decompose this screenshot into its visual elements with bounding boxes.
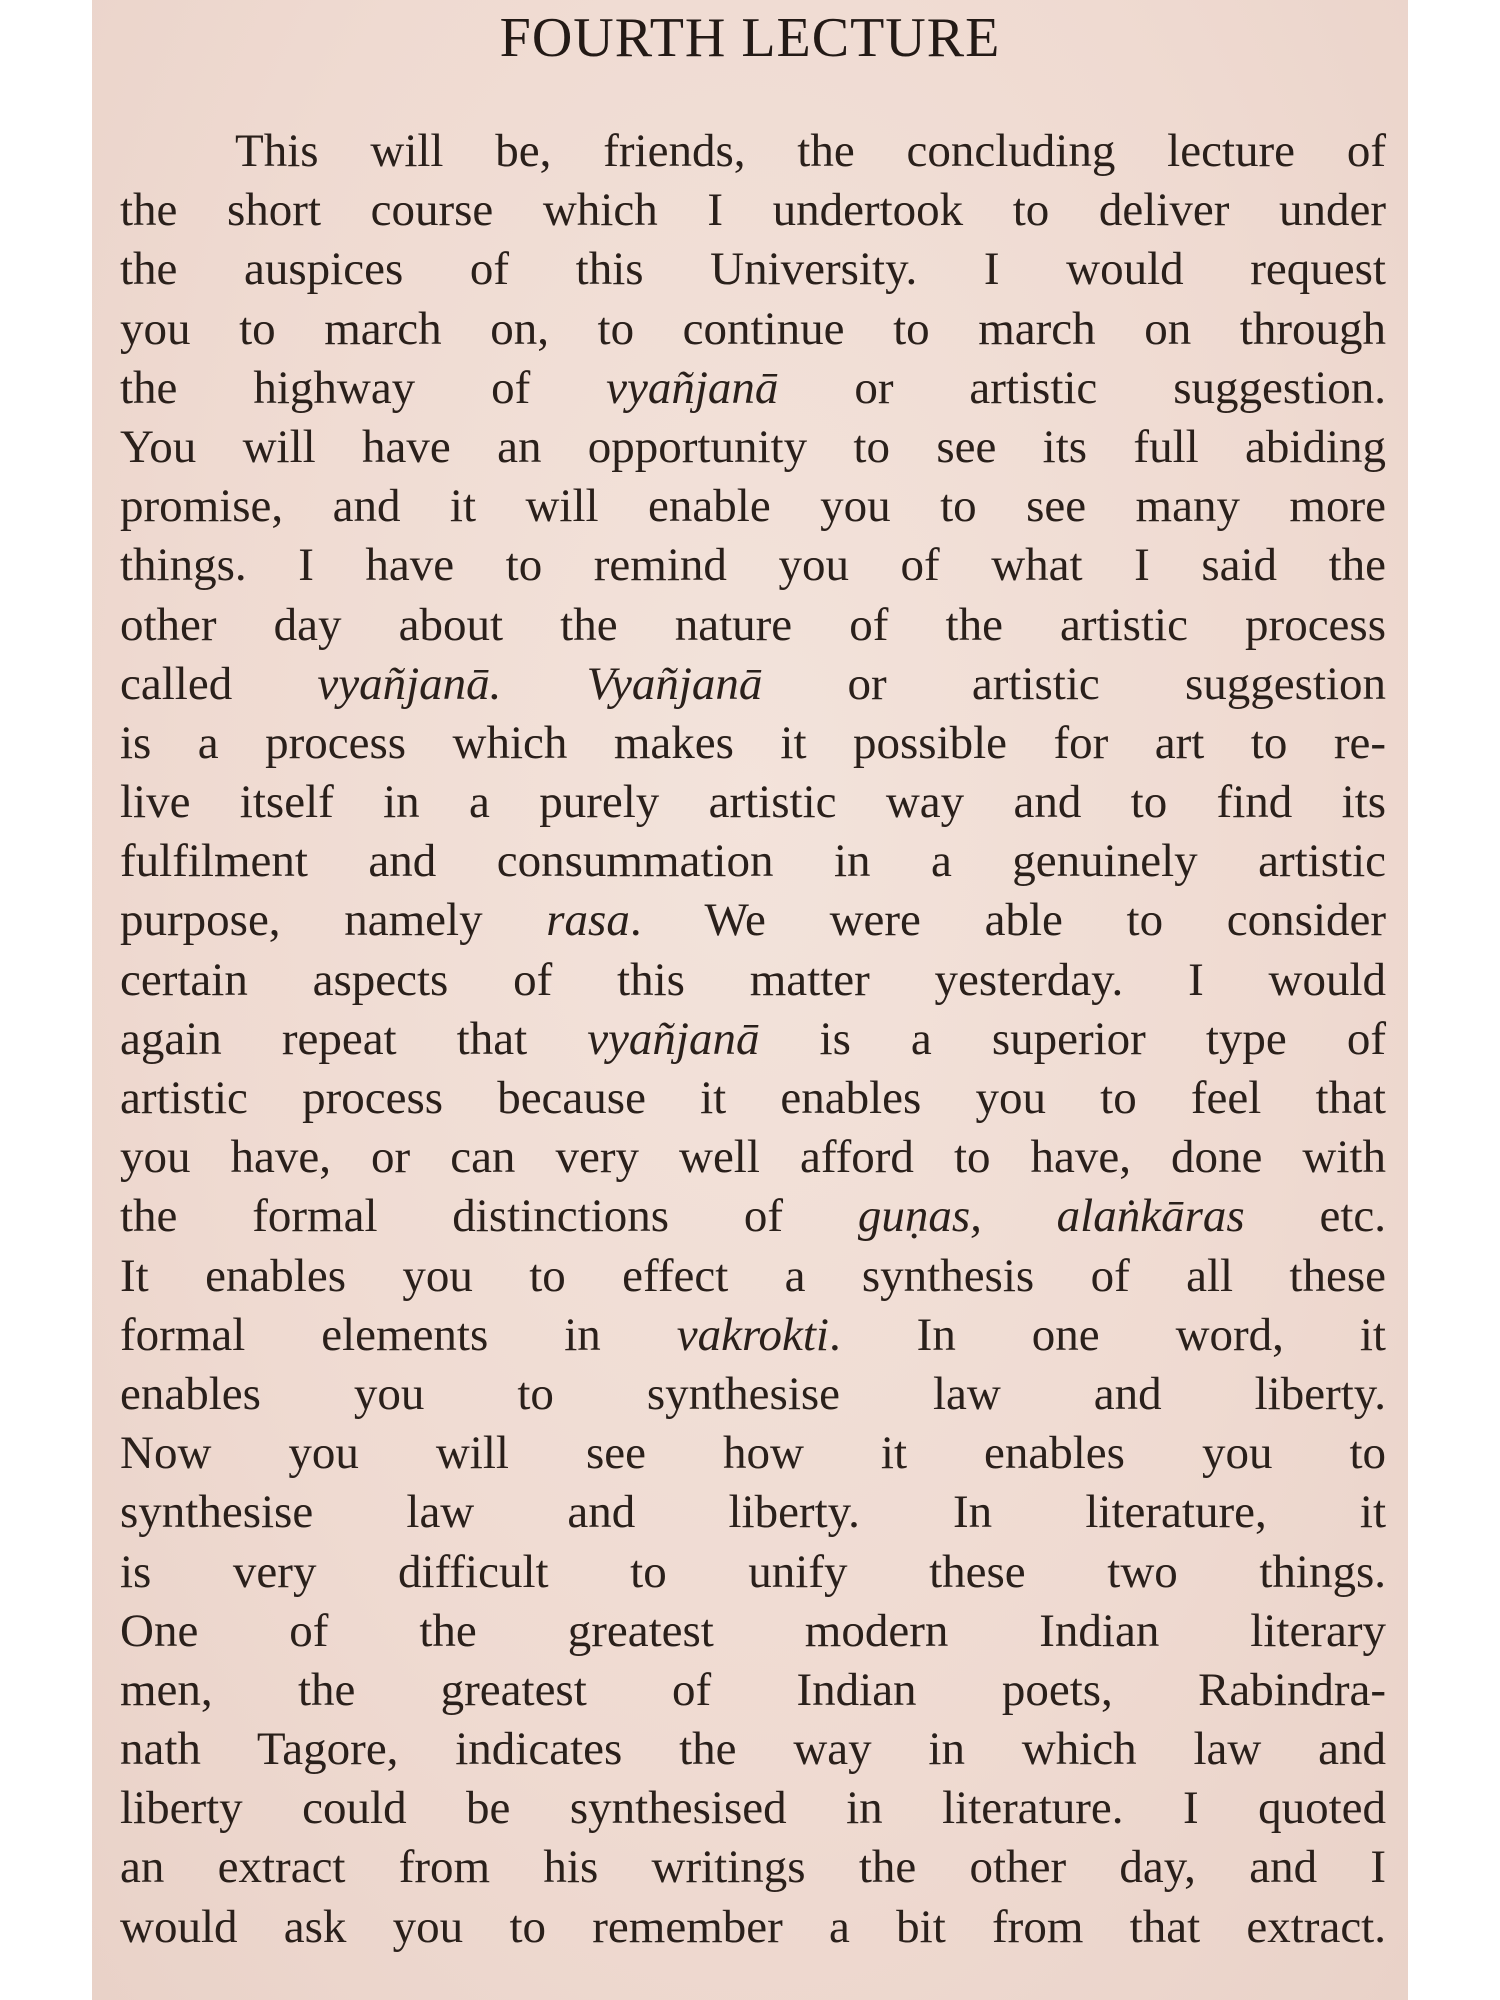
- text-line: [120, 1661, 1386, 1720]
- text-segment: an extract from his writings the other day, and I: [120, 1841, 1386, 1894]
- text-segment: the auspices of this University. I would request: [120, 243, 1386, 296]
- text-line: [120, 122, 1386, 181]
- text-line: [120, 1247, 1386, 1306]
- text-line: [120, 891, 1386, 950]
- text-segment: would ask you to remember a bit from that extract.: [120, 1900, 1386, 1953]
- italic-term: guṇas, alaṅkāras: [857, 1190, 1245, 1243]
- text-line: [120, 655, 1386, 714]
- text-segment: or artistic suggestion: [762, 657, 1387, 710]
- book-page: [92, 0, 1408, 2000]
- text-line: [120, 1365, 1386, 1424]
- text-segment: enables you to synthesise law and liberty.: [120, 1367, 1386, 1420]
- text-segment: promise, and it will enable you to see many more: [120, 480, 1386, 533]
- text-line: [120, 1543, 1386, 1602]
- text-line: [120, 418, 1386, 477]
- text-segment: artistic process because it enables you to feel that: [120, 1072, 1386, 1124]
- italic-term: vakrokti: [676, 1308, 829, 1361]
- text-line: [120, 181, 1386, 240]
- text-segment: called: [120, 657, 318, 710]
- italic-term: rasa: [546, 894, 630, 947]
- text-segment: nath Tagore, indicates the way in which law and: [120, 1723, 1386, 1776]
- text-line: [120, 1010, 1386, 1069]
- text-line: [120, 1838, 1386, 1897]
- text-segment: formal elements in: [120, 1308, 677, 1361]
- text-segment: you to march on, to continue to march on through: [120, 302, 1386, 355]
- text-segment: other day about the nature of the artistic process: [120, 598, 1386, 651]
- text-segment: etc.: [1244, 1190, 1387, 1243]
- italic-term: vyañjanā: [587, 1012, 760, 1065]
- text-line: [120, 1306, 1386, 1365]
- text-segment: men, the greatest of Indian poets, Rabindra-: [120, 1663, 1386, 1716]
- text-line: [120, 951, 1386, 1010]
- text-segment: . We were able to consider: [629, 894, 1387, 947]
- text-line: [120, 1424, 1386, 1483]
- text-line: [120, 240, 1386, 299]
- text-segment: is very difficult to unify these two things.: [120, 1545, 1386, 1598]
- text-segment: One of the greatest modern Indian literary: [120, 1604, 1386, 1657]
- text-line: [120, 1483, 1386, 1542]
- text-line: [120, 300, 1386, 359]
- text-segment: It enables you to effect a synthesis of all these: [120, 1249, 1386, 1302]
- text-line: [120, 1898, 1386, 1957]
- text-segment: is a superior type of: [759, 1012, 1386, 1065]
- text-segment: This will be, friends, the concluding lecture of: [235, 125, 1386, 177]
- text-line: [120, 1069, 1386, 1128]
- text-segment: purpose, namely: [120, 894, 547, 947]
- text-segment: or artistic suggestion.: [778, 361, 1387, 414]
- text-segment: live itself in a purely artistic way and to find its: [120, 776, 1386, 829]
- text-segment: the short course which I undertook to deliver under: [120, 184, 1386, 237]
- lecture-title: FOURTH LECTURE: [499, 7, 1001, 69]
- text-line: [120, 832, 1386, 891]
- text-segment: liberty could be synthesised in literature. I quoted: [120, 1782, 1386, 1835]
- body-paragraph: [120, 122, 1386, 1957]
- italic-term: vyañjanā: [606, 361, 779, 414]
- text-line: [120, 1128, 1386, 1187]
- text-segment: you have, or can very well afford to have, done with: [120, 1131, 1386, 1184]
- text-segment: . In one word, it: [828, 1308, 1386, 1361]
- text-line: [120, 536, 1386, 595]
- text-line: [120, 477, 1386, 536]
- text-segment: the highway of: [120, 361, 607, 414]
- text-segment: Now you will see how it enables you to: [120, 1427, 1386, 1480]
- text-segment: the formal distinctions of: [120, 1190, 858, 1243]
- text-line: [120, 1779, 1386, 1838]
- italic-term: vyañjanā. Vyañjanā: [317, 657, 763, 710]
- text-line: [120, 596, 1386, 655]
- text-segment: things. I have to remind you of what I said the: [120, 539, 1386, 592]
- text-line: [120, 1720, 1386, 1779]
- text-segment: certain aspects of this matter yesterday. I would: [120, 953, 1386, 1006]
- text-line: [120, 714, 1386, 773]
- text-segment: is a process which makes it possible for art to re-: [120, 716, 1386, 769]
- text-line: [120, 1602, 1386, 1661]
- text-line: [120, 773, 1386, 832]
- text-line: [120, 359, 1386, 418]
- text-segment: synthesise law and liberty. In literature, it: [120, 1486, 1386, 1539]
- text-segment: again repeat that: [120, 1012, 588, 1065]
- text-line: [120, 1187, 1386, 1246]
- text-segment: You will have an opportunity to see its full abiding: [120, 420, 1386, 473]
- text-segment: fulfilment and consummation in a genuinely artistic: [120, 835, 1386, 888]
